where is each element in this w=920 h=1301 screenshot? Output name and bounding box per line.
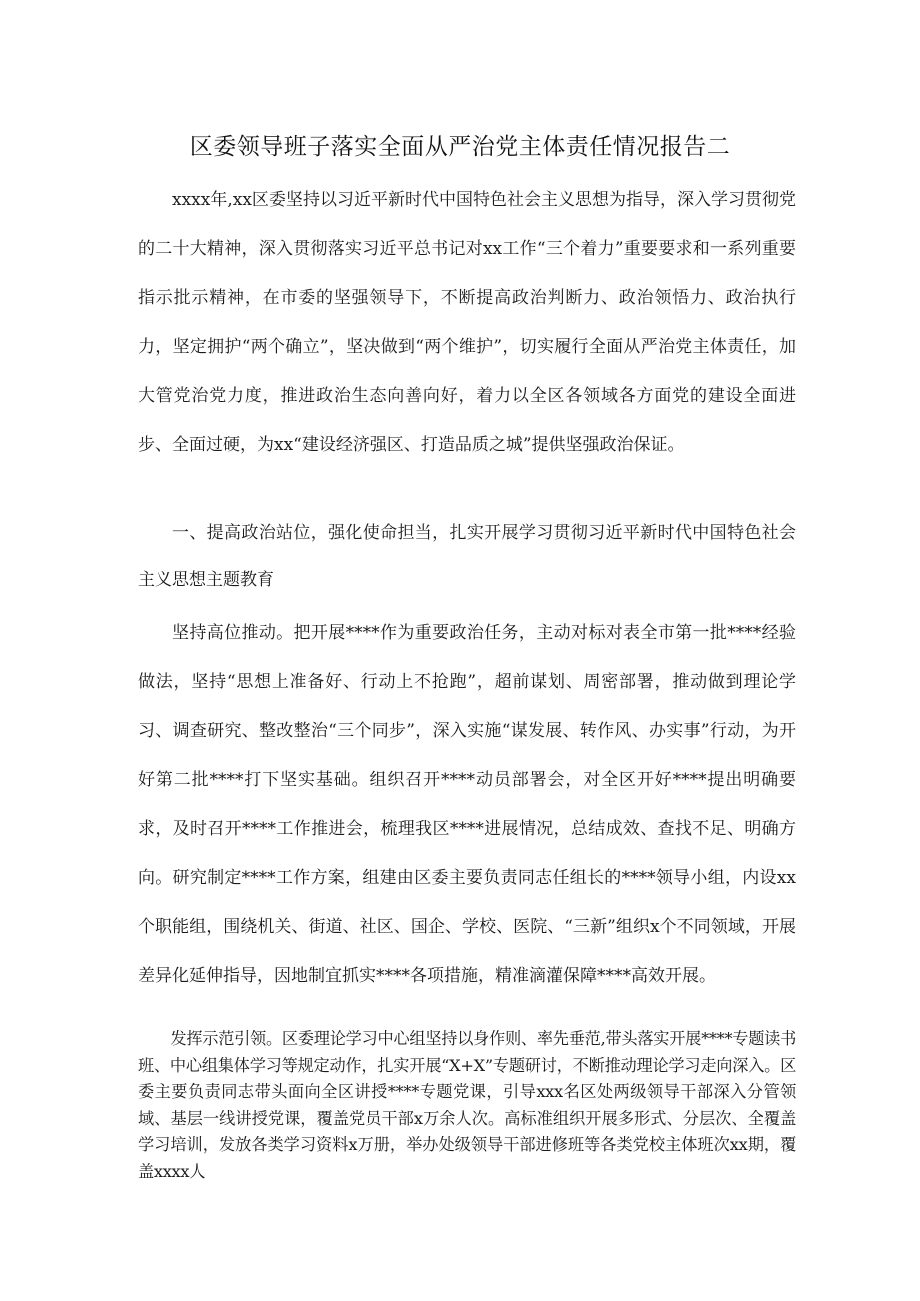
section-heading-1: 一、提高政治站位，强化使命担当，扎实开展学习贯彻习近平新时代中国特色社会主义思想主题教育 bbox=[138, 523, 796, 590]
document-title: 区委领导班子落实全面从严治党主体责任情况报告二 bbox=[189, 134, 731, 160]
paragraph-high-level-promotion: 坚持高位推动。把开展****作为重要政治任务，主动对标对表全市第一批****经验做法，坚持“思想上准备好、行动上不抢跑”，超前谋划、周密部署，推动做到理论学习、调查研究、整改整治“三个同步”，深入实施“谋发展、转作风、办实事”行动，为开好第二批****打下坚实基础。组织召开****动员部署会，对全区开好****提出明确要求，及时召开****工作推进会，梳理我区****进展情况，总结成效、查找不足、明确方向。研究制定****工作方案，组建由区委主要负责同志任组长的****领导小组，内设xx个职能组，围绕机关、街道、社区、国企、学校、医院、“三新”组织x个不同领域，开展差异化延伸指导，因地制宜抓实****各项措施，精准滴灌保障****高效开展。 bbox=[138, 623, 796, 986]
paragraph-exemplary-leadership: 发挥示范引领。区委理论学习中心组坚持以身作则、率先垂范,带头落实开展****专题读书班、中心组集体学习等规定动作，扎实开展“X+X”专题研讨，不断推动理论学习走向深入。区委主要负责同志带头面向全区讲授****专题党课，引导xxx名区处两级领导干部深入分管领域、基层一线讲授党课，覆盖党员干部x万余人次。高标准组织开展多形式、分层次、全覆盖学习培训，发放各类学习资料x万册，举办处级领导干部进修班等各类党校主体班次xx期，覆盖xxxx人 bbox=[138, 1029, 796, 1181]
paragraph-intro: xxxx年,xx区委坚持以习近平新时代中国特色社会主义思想为指导，深入学习贯彻党的二十大精神，深入贯彻落实习近平总书记对xx工作“三个着力”重要要求和一系列重要指示批示精神，在市委的坚强领导下，不断提高政治判断力、政治领悟力、政治执行力，坚定拥护“两个确立”，坚决做到“两个维护”，切实履行全面从严治党主体责任，加大管党治党力度，推进政治生态向善向好，着力以全区各领域各方面党的建设全面进步、全面过硬，为xx“建设经济强区、打造品质之城”提供坚强政治保证。 bbox=[138, 190, 796, 455]
